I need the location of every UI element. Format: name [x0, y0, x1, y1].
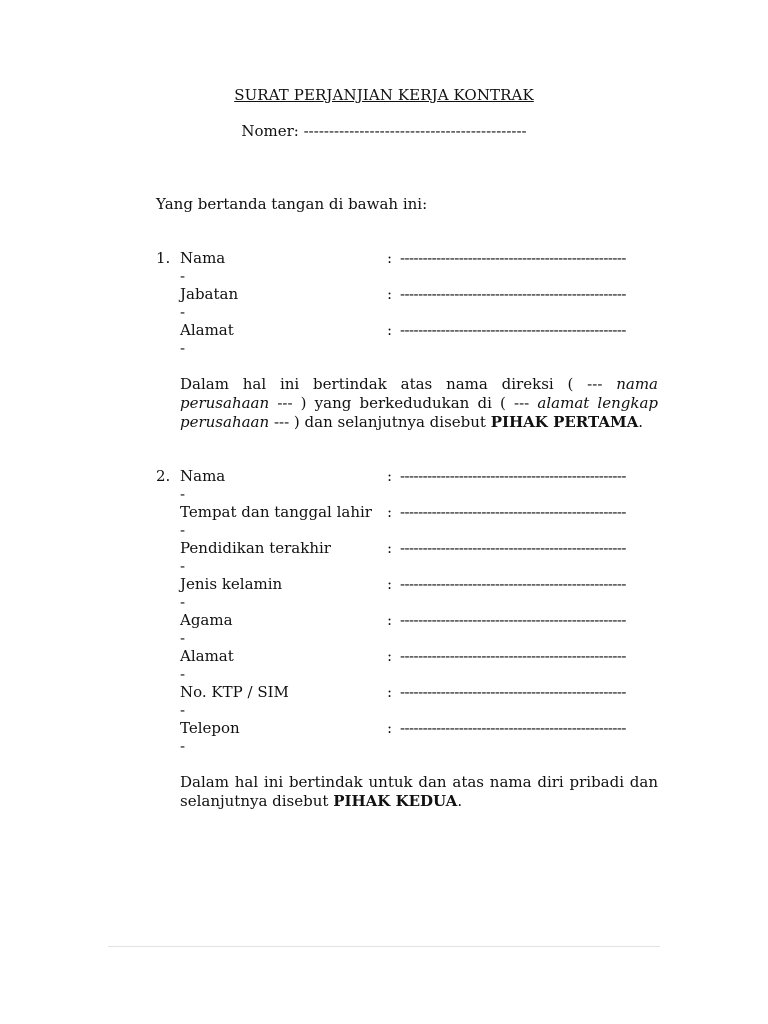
party2-field-continuation: -: [180, 593, 186, 611]
party2-paragraph-end: .: [457, 792, 463, 810]
party1-index: 1.: [156, 249, 171, 267]
party2-field-value: --------------------------------------------------: [400, 539, 626, 557]
party1-field-colon: :: [387, 249, 393, 267]
party1-paragraph-text: Dalam hal ini bertindak atas nama direksi ( ---: [180, 375, 617, 393]
party2-field-label: No. KTP / SIM: [180, 683, 289, 701]
party2-field-continuation: -: [180, 737, 186, 755]
party1-field-colon: :: [387, 321, 393, 339]
company-name-placeholder: nama perusahaan: [180, 375, 658, 412]
party2-field-continuation: -: [180, 521, 186, 539]
party1-paragraph-end: .: [638, 413, 643, 431]
party2-field-continuation: -: [180, 557, 186, 575]
party2-field-colon: :: [387, 647, 393, 665]
document-number-line: Nomer: --------------------------------------------: [241, 122, 527, 140]
party1-role: PIHAK PERTAMA: [490, 413, 639, 431]
party2-field-colon: :: [387, 575, 393, 593]
party2-field-colon: :: [387, 539, 393, 557]
party1-field-continuation: -: [180, 267, 186, 285]
party2-paragraph: [180, 773, 658, 811]
party2-field-label: Nama: [180, 467, 226, 485]
party2-field-value: --------------------------------------------------: [400, 683, 626, 701]
party1-field-value: --------------------------------------------------: [400, 249, 626, 267]
party2-field-label: Agama: [180, 611, 233, 629]
party2-field-value: --------------------------------------------------: [400, 575, 626, 593]
party2-field-value: --------------------------------------------------: [400, 467, 626, 485]
company-address-placeholder: alamat lengkap perusahaan: [180, 394, 659, 431]
party2-field-colon: :: [387, 611, 393, 629]
party2-field-label: Alamat: [180, 647, 234, 665]
party2-field-label: Telepon: [180, 719, 240, 737]
page-divider: [108, 946, 660, 947]
party2-field-continuation: -: [180, 701, 186, 719]
party2-field-value: --------------------------------------------------: [400, 719, 626, 737]
party2-field-label: Tempat dan tanggal lahir: [180, 503, 372, 521]
party1-field-colon: :: [387, 285, 393, 303]
party2-field-colon: :: [387, 467, 393, 485]
party2-field-colon: :: [387, 683, 393, 701]
party1-field-continuation: -: [180, 303, 186, 321]
party1-paragraph-text: --- ) yang berkedudukan di ( ---: [269, 394, 538, 412]
party1-field-label: Alamat: [180, 321, 234, 339]
party2-field-continuation: -: [180, 665, 186, 683]
party2-field-value: --------------------------------------------------: [400, 611, 626, 629]
party2-field-label: Jenis kelamin: [180, 575, 283, 593]
party1-field-value: --------------------------------------------------: [400, 321, 626, 339]
party1-field-label: Jabatan: [180, 285, 239, 303]
party1-field-value: --------------------------------------------------: [400, 285, 626, 303]
party2-field-value: --------------------------------------------------: [400, 647, 626, 665]
party2-field-value: --------------------------------------------------: [400, 503, 626, 521]
party2-field-continuation: -: [180, 629, 186, 647]
party2-field-colon: :: [387, 719, 393, 737]
party1-field-label: Nama: [180, 249, 226, 267]
party1-paragraph: [180, 375, 658, 432]
document-title: SURAT PERJANJIAN KERJA KONTRAK: [234, 86, 534, 104]
party1-field-continuation: -: [180, 339, 186, 357]
party2-role: PIHAK KEDUA: [333, 792, 458, 810]
party2-field-colon: :: [387, 503, 393, 521]
party2-field-label: Pendidikan terakhir: [180, 539, 331, 557]
party2-index: 2.: [156, 467, 171, 485]
party1-paragraph-text: --- ) dan selanjutnya disebut: [269, 413, 491, 431]
intro-text: Yang bertanda tangan di bawah ini:: [156, 195, 428, 213]
party2-field-continuation: -: [180, 485, 186, 503]
party2-paragraph-text: Dalam hal ini bertindak untuk dan atas nama diri pribadi dan selanjutnya disebut: [180, 773, 658, 810]
